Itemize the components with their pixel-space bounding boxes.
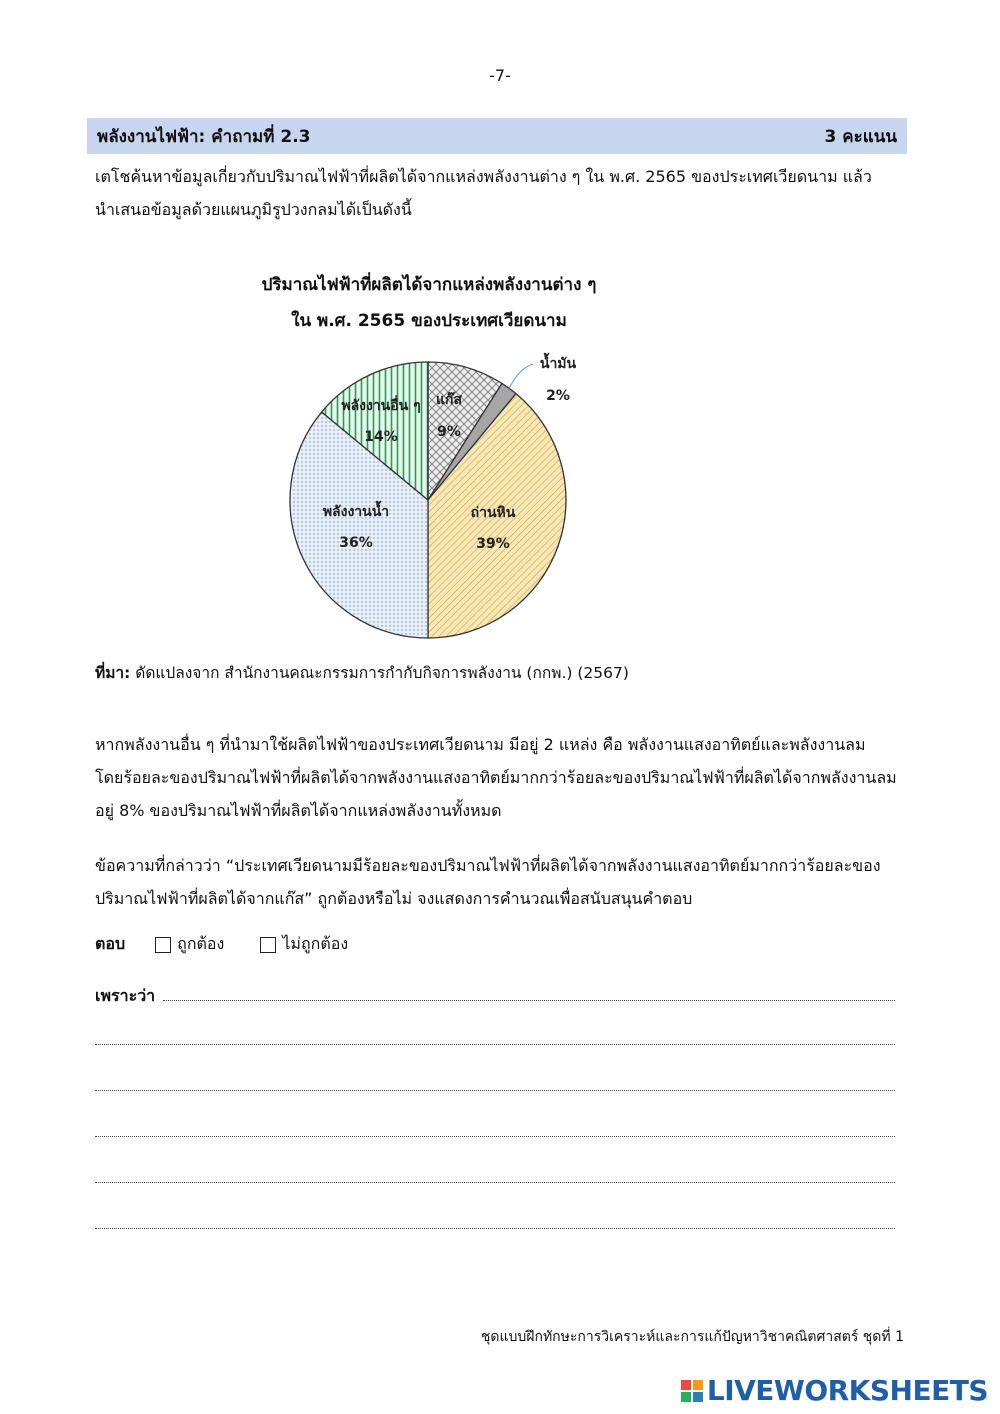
source-label: ที่มา: xyxy=(95,664,131,682)
chart-title-line2: ใน พ.ศ. 2565 ของประเทศเวียดนาม xyxy=(291,311,567,331)
checkbox-true[interactable] xyxy=(155,937,171,953)
slice-label: แก๊ส xyxy=(435,392,463,408)
answer-line[interactable] xyxy=(95,1228,895,1229)
brand-name: LIVEWORKSHEETS xyxy=(706,1374,988,1407)
source-note xyxy=(95,660,629,685)
answer-line[interactable] xyxy=(95,1044,895,1045)
slice-label: พลังงานอื่น ๆ xyxy=(341,398,421,414)
answer-line[interactable] xyxy=(95,1136,895,1137)
option-true-label: ถูกต้อง xyxy=(177,934,225,953)
answer-line[interactable] xyxy=(95,1182,895,1183)
slice-label: น้ำมัน xyxy=(539,356,577,372)
answer-line[interactable] xyxy=(95,1090,895,1091)
paragraph-line: อยู่ 8% ของปริมาณไฟฟ้าที่ผลิตได้จากแหล่งพลังงานทั้งหมด xyxy=(95,801,502,820)
page-number: -7- xyxy=(489,66,511,85)
chart-title-line1: ปริมาณไฟฟ้าที่ผลิตได้จากแหล่งพลังงานต่าง ๆ xyxy=(261,275,597,295)
question-title: พลังงานไฟฟ้า: คำถามที่ 2.3 xyxy=(97,126,311,147)
because-label: เพราะว่า xyxy=(95,986,156,1005)
slice-value-label: 9% xyxy=(437,424,461,440)
paragraph-1 xyxy=(95,728,910,827)
liveworksheets-logo xyxy=(681,1374,988,1407)
paragraph-line: ข้อความที่กล่าวว่า “ประเทศเวียดนามมีร้อยละของปริมาณไฟฟ้าที่ผลิตได้จากพลังงานแสงอาทิตย์มากกว่าร้อยละของ xyxy=(95,856,881,875)
answer-line[interactable] xyxy=(163,1000,895,1001)
question-score: 3 คะแนน xyxy=(824,126,897,147)
footer-text: ชุดแบบฝึกทักษะการวิเคราะห์และการแก้ปัญหาวิชาคณิตศาสตร์ ชุดที่ 1 xyxy=(480,1329,904,1345)
logo-icon xyxy=(681,1380,703,1402)
source-text: ดัดแปลงจาก สำนักงานคณะกรรมการกำกับกิจการพลังงาน (กกพ.) (2567) xyxy=(135,664,629,682)
paragraph-2 xyxy=(95,849,910,915)
slice-value-label: 14% xyxy=(364,429,398,445)
pie-chart xyxy=(0,0,1000,700)
intro-line: นำเสนอข้อมูลด้วยแผนภูมิรูปวงกลมได้เป็นดังนี้ xyxy=(95,200,412,219)
leader-line xyxy=(509,364,533,388)
paragraph-line: โดยร้อยละของปริมาณไฟฟ้าที่ผลิตได้จากพลังงานแสงอาทิตย์มากกว่าร้อยละของปริมาณไฟฟ้าที่ผลิตได้จากพลังงานลม xyxy=(95,768,897,787)
paragraph-line: หากพลังงานอื่น ๆ ที่นำมาใช้ผลิตไฟฟ้าของประเทศเวียดนาม มีอยู่ 2 แหล่ง คือ พลังงานแสงอาทิตย์และพลังงานลม xyxy=(95,735,866,754)
slice-label: พลังงานน้ำ xyxy=(322,504,390,520)
option-false-label: ไม่ถูกต้อง xyxy=(282,934,349,953)
slice-value-label: 2% xyxy=(546,388,570,404)
answer-label: ตอบ xyxy=(95,934,126,953)
paragraph-line: ปริมาณไฟฟ้าที่ผลิตได้จากแก๊ส” ถูกต้องหรือไม่ จงแสดงการคำนวณเพื่อสนับสนุนคำตอบ xyxy=(95,889,693,908)
intro-line: เตโชค้นหาข้อมูลเกี่ยวกับปริมาณไฟฟ้าที่ผลิตได้จากแหล่งพลังงานต่าง ๆ ใน พ.ศ. 2565 ของประเทศเวียดนาม แล้ว xyxy=(95,167,872,186)
slice-value-label: 39% xyxy=(476,536,510,552)
checkbox-false[interactable] xyxy=(260,937,276,953)
slice-value-label: 36% xyxy=(339,535,373,551)
answer-row xyxy=(95,932,348,957)
slice-label: ถ่านหิน xyxy=(470,505,516,521)
